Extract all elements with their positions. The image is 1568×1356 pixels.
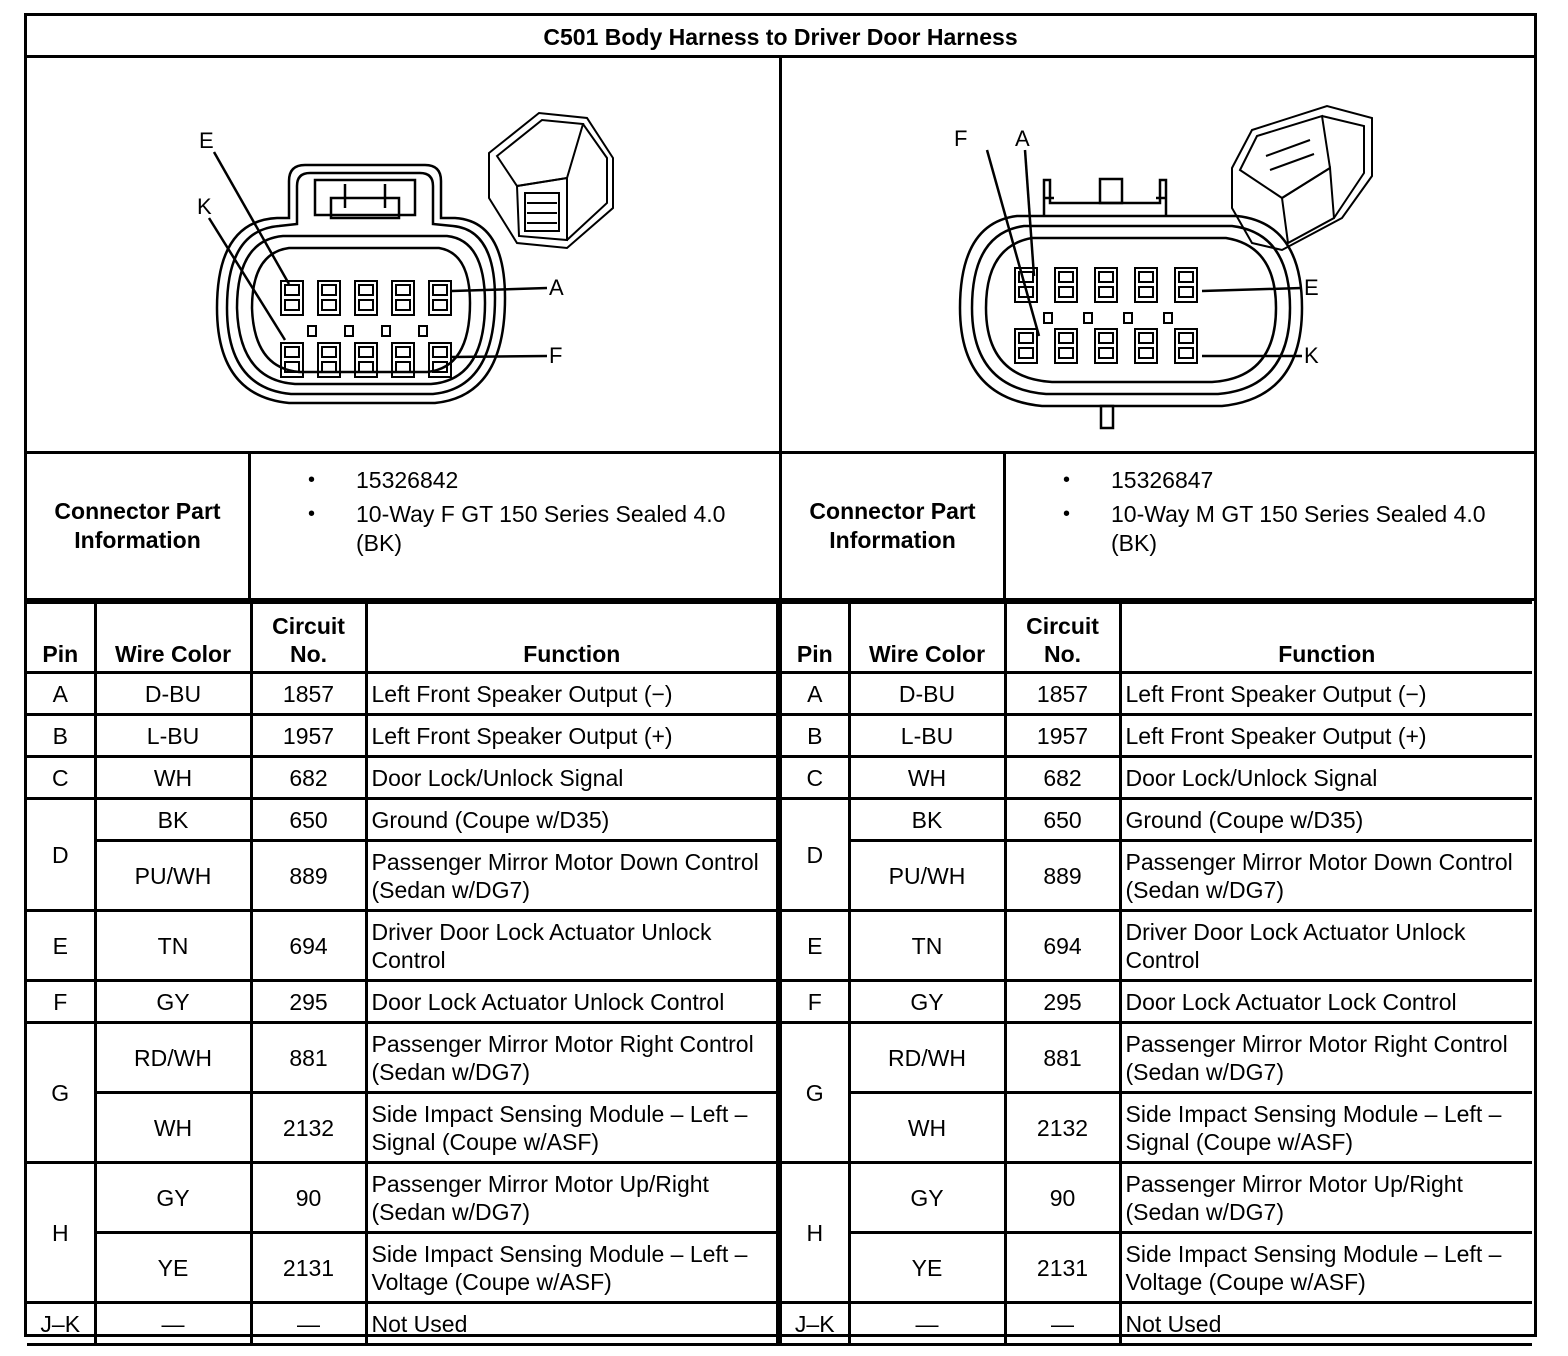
circuit-cell: 889 xyxy=(1005,841,1120,911)
wire-color-cell: YE xyxy=(849,1233,1005,1303)
function-cell: Passenger Mirror Motor Up/Right (Sedan w/DG7) xyxy=(366,1163,779,1233)
header-circuit xyxy=(251,603,366,673)
bullet: • xyxy=(1063,469,1071,491)
bullet: • xyxy=(308,469,316,491)
pin-cell: F xyxy=(779,981,849,1023)
pin-table xyxy=(27,601,1532,1346)
circuit-cell: 2131 xyxy=(251,1233,366,1303)
cavity xyxy=(1095,329,1117,363)
table-row xyxy=(27,1163,1532,1233)
bullet: • xyxy=(1063,503,1071,525)
left-connector-diagram xyxy=(27,58,782,451)
pin-cell: C xyxy=(779,757,849,799)
bullet: • xyxy=(308,503,316,525)
wire-color-cell: WH xyxy=(849,757,1005,799)
male-connector-drawing xyxy=(782,58,1534,451)
wire-color-cell: WH xyxy=(849,1093,1005,1163)
function-cell: Ground (Coupe w/D35) xyxy=(366,799,779,841)
circuit-cell: 2132 xyxy=(251,1093,366,1163)
left-part-number-text: 15326842 xyxy=(356,467,459,493)
header-wire-color-right: Wire Color xyxy=(849,603,1005,673)
label-f: F xyxy=(549,343,563,368)
function-cell: Passenger Mirror Motor Down Control (Sedan w/DG7) xyxy=(1120,841,1532,911)
circuit-cell: 1957 xyxy=(251,715,366,757)
function-cell: Driver Door Lock Actuator Unlock Control xyxy=(1120,911,1532,981)
cavity xyxy=(1055,268,1077,302)
circuit-cell: 694 xyxy=(251,911,366,981)
header-circuit-text: Circuit No. xyxy=(272,613,345,667)
wire-color-cell: D-BU xyxy=(849,673,1005,715)
wire-color-cell: GY xyxy=(95,1163,251,1233)
right-part-number-text: 15326847 xyxy=(1111,467,1214,493)
table-row xyxy=(27,1303,1532,1345)
cavity-key xyxy=(1164,313,1172,323)
right-info-label-text: Connector Part Information xyxy=(809,498,976,553)
left-info-values xyxy=(251,454,782,598)
cavity-key xyxy=(1084,313,1092,323)
circuit-cell: 1957 xyxy=(1005,715,1120,757)
cavity-key xyxy=(308,326,316,336)
cavity xyxy=(392,343,414,377)
left-info-label xyxy=(27,454,251,598)
wire-color-cell: — xyxy=(849,1303,1005,1345)
label-k: K xyxy=(197,194,212,219)
header-circuit-right-text: Circuit No. xyxy=(1026,613,1099,667)
circuit-cell: 650 xyxy=(251,799,366,841)
label-a: A xyxy=(549,275,564,300)
function-cell: Side Impact Sensing Module – Left – Voltage (Coupe w/ASF) xyxy=(366,1233,779,1303)
table-header-row xyxy=(27,603,1532,673)
pin-cell: D xyxy=(779,799,849,911)
cavity xyxy=(281,343,303,377)
function-cell: Passenger Mirror Motor Up/Right (Sedan w/DG7) xyxy=(1120,1163,1532,1233)
cavity xyxy=(318,281,340,315)
circuit-cell: 881 xyxy=(251,1023,366,1093)
label-e: E xyxy=(199,128,214,153)
function-cell: Not Used xyxy=(1120,1303,1532,1345)
left-part-number xyxy=(251,466,779,495)
page-title: C501 Body Harness to Driver Door Harness xyxy=(27,16,1534,58)
wire-color-cell: BK xyxy=(849,799,1005,841)
function-cell: Left Front Speaker Output (+) xyxy=(1120,715,1532,757)
left-part-description-text: 10-Way F GT 150 Series Sealed 4.0 (BK) xyxy=(356,501,726,556)
function-cell: Ground (Coupe w/D35) xyxy=(1120,799,1532,841)
cavity xyxy=(355,281,377,315)
table-row xyxy=(27,799,1532,841)
table-row xyxy=(27,673,1532,715)
function-cell: Door Lock Actuator Unlock Control xyxy=(366,981,779,1023)
circuit-cell: 889 xyxy=(251,841,366,911)
header-pin-right: Pin xyxy=(779,603,849,673)
circuit-cell: 650 xyxy=(1005,799,1120,841)
function-cell: Side Impact Sensing Module – Left – Signal (Coupe w/ASF) xyxy=(366,1093,779,1163)
cavity xyxy=(281,281,303,315)
wire-color-cell: GY xyxy=(95,981,251,1023)
wire-color-cell: RD/WH xyxy=(95,1023,251,1093)
cavity xyxy=(355,343,377,377)
circuit-cell: — xyxy=(251,1303,366,1345)
function-cell: Door Lock/Unlock Signal xyxy=(366,757,779,799)
pin-cell: E xyxy=(779,911,849,981)
function-cell: Passenger Mirror Motor Right Control (Sedan w/DG7) xyxy=(366,1023,779,1093)
wire-color-cell: L-BU xyxy=(95,715,251,757)
right-part-number xyxy=(1006,466,1534,495)
table-row xyxy=(27,1023,1532,1093)
wire-color-cell: TN xyxy=(95,911,251,981)
function-cell: Left Front Speaker Output (−) xyxy=(366,673,779,715)
cavity-key xyxy=(419,326,427,336)
pin-cell: J–K xyxy=(779,1303,849,1345)
cavity xyxy=(429,343,451,377)
pin-cell: G xyxy=(27,1023,95,1163)
pin-cell: H xyxy=(27,1163,95,1303)
pin-cell: F xyxy=(27,981,95,1023)
circuit-cell: 2132 xyxy=(1005,1093,1120,1163)
pin-cell: A xyxy=(779,673,849,715)
cavity xyxy=(1015,329,1037,363)
wire-color-cell: RD/WH xyxy=(849,1023,1005,1093)
cavity xyxy=(1055,329,1077,363)
connector-sheet xyxy=(24,13,1537,1337)
function-cell: Passenger Mirror Motor Down Control (Sedan w/DG7) xyxy=(366,841,779,911)
function-cell: Driver Door Lock Actuator Unlock Control xyxy=(366,911,779,981)
wire-color-cell: PU/WH xyxy=(95,841,251,911)
wire-color-cell: — xyxy=(95,1303,251,1345)
cavity xyxy=(1175,329,1197,363)
pin-cell: H xyxy=(779,1163,849,1303)
wire-color-cell: GY xyxy=(849,1163,1005,1233)
circuit-cell: 682 xyxy=(251,757,366,799)
header-function: Function xyxy=(366,603,779,673)
left-part-description xyxy=(251,500,779,558)
right-part-description-text: 10-Way M GT 150 Series Sealed 4.0 (BK) xyxy=(1111,501,1486,556)
cavity xyxy=(1175,268,1197,302)
header-wire-color: Wire Color xyxy=(95,603,251,673)
function-cell: Passenger Mirror Motor Right Control (Sedan w/DG7) xyxy=(1120,1023,1532,1093)
wire-color-cell: L-BU xyxy=(849,715,1005,757)
wire-color-cell: D-BU xyxy=(95,673,251,715)
function-cell: Door Lock/Unlock Signal xyxy=(1120,757,1532,799)
function-cell: Not Used xyxy=(366,1303,779,1345)
cavity xyxy=(318,343,340,377)
header-pin: Pin xyxy=(27,603,95,673)
wire-color-cell: WH xyxy=(95,1093,251,1163)
wire-color-cell: YE xyxy=(95,1233,251,1303)
header-function-right: Function xyxy=(1120,603,1532,673)
cavity xyxy=(1135,329,1157,363)
wire-color-cell: GY xyxy=(849,981,1005,1023)
table-row xyxy=(27,911,1532,981)
left-info-label-text: Connector Part Information xyxy=(54,498,221,553)
circuit-cell: 295 xyxy=(251,981,366,1023)
wire-color-cell: WH xyxy=(95,757,251,799)
circuit-cell: 90 xyxy=(1005,1163,1120,1233)
cavity xyxy=(1095,268,1117,302)
function-cell: Door Lock Actuator Lock Control xyxy=(1120,981,1532,1023)
circuit-cell: 682 xyxy=(1005,757,1120,799)
circuit-cell: 295 xyxy=(1005,981,1120,1023)
pin-cell: J–K xyxy=(27,1303,95,1345)
label-k-right: K xyxy=(1304,343,1319,368)
circuit-cell: — xyxy=(1005,1303,1120,1345)
pin-cell: B xyxy=(779,715,849,757)
function-cell: Side Impact Sensing Module – Left – Voltage (Coupe w/ASF) xyxy=(1120,1233,1532,1303)
header-circuit-right xyxy=(1005,603,1120,673)
circuit-cell: 881 xyxy=(1005,1023,1120,1093)
wire-color-cell: PU/WH xyxy=(849,841,1005,911)
function-cell: Side Impact Sensing Module – Left – Signal (Coupe w/ASF) xyxy=(1120,1093,1532,1163)
cavity xyxy=(392,281,414,315)
pin-cell: E xyxy=(27,911,95,981)
female-connector-drawing xyxy=(27,58,779,451)
pin-cell: C xyxy=(27,757,95,799)
table-row xyxy=(27,981,1532,1023)
cavity-key xyxy=(1124,313,1132,323)
function-cell: Left Front Speaker Output (+) xyxy=(366,715,779,757)
circuit-cell: 1857 xyxy=(1005,673,1120,715)
right-connector-diagram xyxy=(782,58,1534,451)
connector-info-row xyxy=(27,451,1534,601)
right-info-label xyxy=(782,454,1006,598)
table-row xyxy=(27,715,1532,757)
cavity xyxy=(1135,268,1157,302)
pin-cell: A xyxy=(27,673,95,715)
label-a-right: A xyxy=(1015,126,1030,151)
label-e-right: E xyxy=(1304,275,1319,300)
pin-cell: G xyxy=(779,1023,849,1163)
pin-cell: D xyxy=(27,799,95,911)
circuit-cell: 90 xyxy=(251,1163,366,1233)
circuit-cell: 1857 xyxy=(251,673,366,715)
wire-color-cell: TN xyxy=(849,911,1005,981)
cavity-key xyxy=(382,326,390,336)
cavity-key xyxy=(345,326,353,336)
label-f-right: F xyxy=(954,126,968,151)
right-part-description xyxy=(1006,500,1534,558)
cavity xyxy=(429,281,451,315)
wire-color-cell: BK xyxy=(95,799,251,841)
function-cell: Left Front Speaker Output (−) xyxy=(1120,673,1532,715)
right-info-values xyxy=(1006,454,1534,598)
cavity-key xyxy=(1044,313,1052,323)
table-row xyxy=(27,757,1532,799)
circuit-cell: 694 xyxy=(1005,911,1120,981)
pin-cell: B xyxy=(27,715,95,757)
circuit-cell: 2131 xyxy=(1005,1233,1120,1303)
